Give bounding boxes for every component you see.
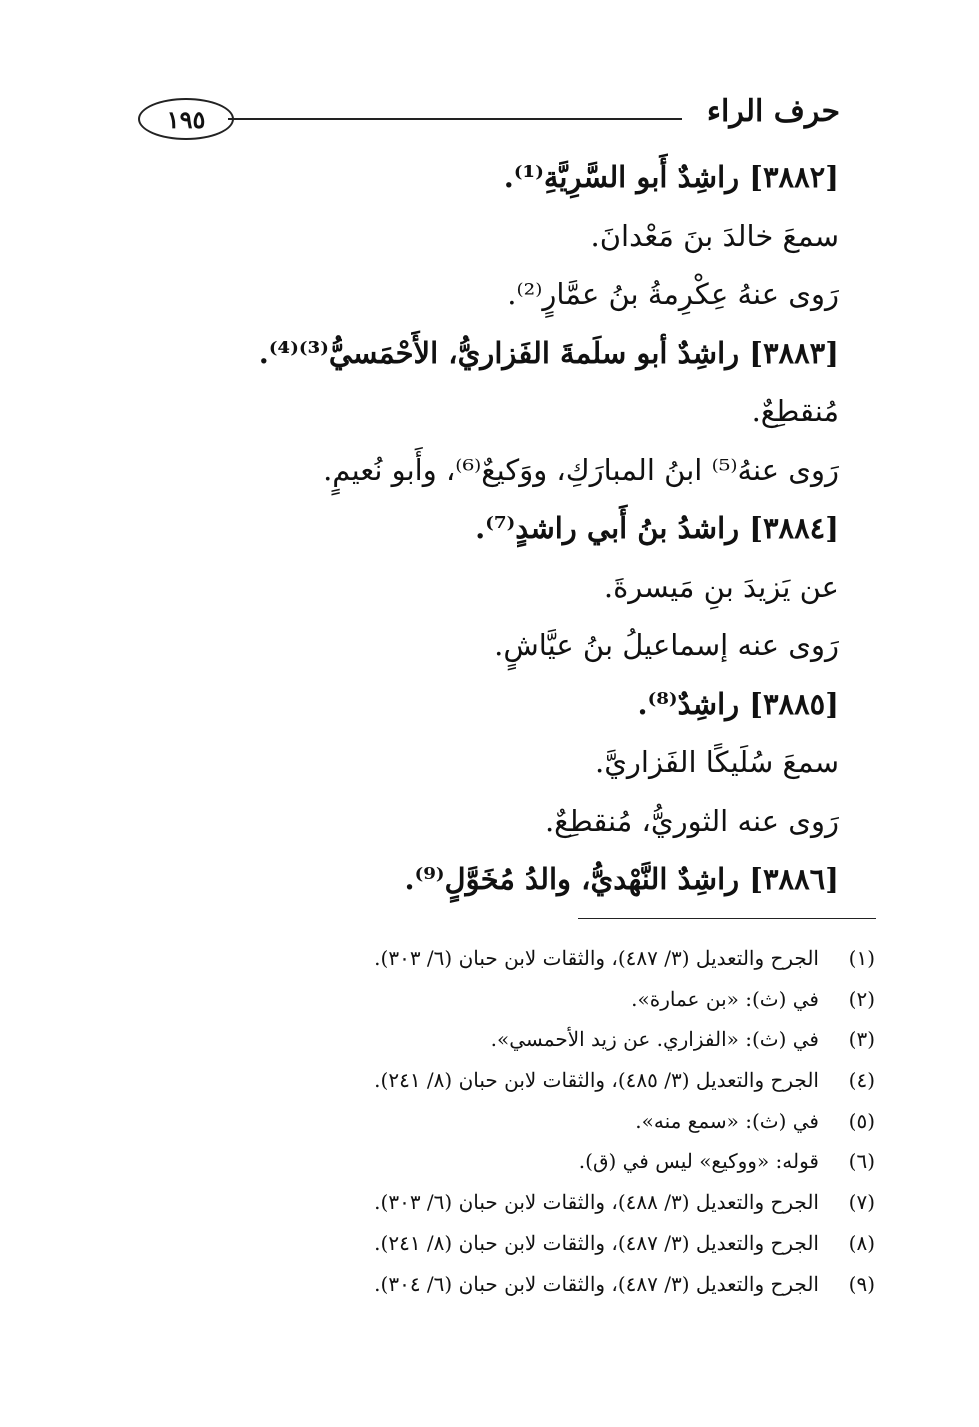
footnote-number: (٦) [848,1149,875,1174]
footnote-text: قوله: «ووكيع» ليس في (ق). [578,1149,819,1174]
footnote [315,1264,875,1305]
footnote-separator [578,918,876,919]
footnote-number: (٤) [848,1068,875,1093]
chapter-title: حرف الراء [706,94,840,129]
footnote-number: (٩) [848,1271,875,1296]
header-rule [228,118,682,120]
footnote-text: الجرح والتعديل (٣/ ٤٨٧)، والثقات لابن حبان (٦/ ٣٠٤). [374,1271,819,1296]
footnote-number: (٨) [848,1230,875,1255]
footnote-text: في (ث): «الفزاري. عن زيد الأحمسي». [490,1027,819,1052]
footnote [315,979,875,1020]
footnote-number: (٢) [848,986,875,1011]
footnotes [315,938,875,1304]
footnote-text: في (ث): «سمع منه». [635,1108,819,1133]
footnote-text: الجرح والتعديل (٣/ ٤٨٧)، والثقات لابن حبان (٦/ ٣٠٣). [374,946,819,970]
main-text [189,148,839,909]
entry-line: رَوى عنهُ عِكْرِمةُ بنُ عمَّارٍ⁽²⁾. [507,277,839,311]
entry-line: رَوى عنه الثوريُّ، مُنقطِعٌ. [544,803,839,838]
page-number-badge [138,98,234,140]
footnote-number: (٣) [848,1027,875,1052]
entry-heading: [٣٨٨٣] راشِدٌ أبو سلَمةَ الفَزاريُّ، الأَحْمَسيُّ⁽³⁾⁽⁴⁾. [258,335,839,370]
entry-line: مُنقطِعٌ. [751,394,839,428]
footnote [315,1223,875,1264]
entry-line: رَوى عنهُ⁽⁵⁾ ابنُ المبارَكِ، ووَكيعٌ⁽⁶⁾، وأَبو نُعيمٍ. [323,452,839,487]
footnote-number: (١) [848,946,875,970]
page-number: ١٩٥ [166,104,206,134]
running-header [138,92,840,142]
footnote [315,1101,875,1142]
footnote [315,1182,875,1223]
entry-line: عن يَزيدَ بنِ مَيسرةَ. [603,569,839,604]
entry-line: رَوى عنه إسماعيلُ بنُ عيَّاشٍ. [494,628,839,662]
footnote-text: الجرح والتعديل (٣/ ٤٨٨)، والثقات لابن حبان (٦/ ٣٠٣). [374,1190,819,1215]
entry-line: سمعَ سُلَيكًا الفَزاريَّ. [595,745,839,779]
footnote-text: الجرح والتعديل (٣/ ٤٨٥)، والثقات لابن حبان (٨/ ٢٤١). [374,1068,819,1093]
footnote-number: (٥) [848,1108,875,1133]
footnote-text: في (ث): «بن عمارة». [631,986,819,1011]
entry-heading: [٣٨٨٥] راشِدٌ⁽⁸⁾. [637,686,839,721]
entry-heading: [٣٨٨٤] راشدُ بنُ أَبي راشدٍ⁽⁷⁾. [475,511,839,545]
footnote [315,938,875,979]
footnote [315,1060,875,1101]
footnote-number: (٧) [848,1190,875,1215]
footnote [315,1141,875,1182]
footnote [315,1019,875,1060]
entry-heading: [٣٨٨٢] راشِدٌ أَبو السَّرِيَّةِ⁽¹⁾. [503,160,839,194]
entry-line: سمعَ خالدَ بنَ مَعْدانَ. [590,218,839,253]
entry-heading: [٣٨٨٦] راشِدٌ النَّهْديُّ، والدُ مُخَوَّلٍ⁽⁹⁾. [404,862,839,896]
footnote-text: الجرح والتعديل (٣/ ٤٨٧)، والثقات لابن حبان (٨/ ٢٤١). [374,1230,819,1255]
